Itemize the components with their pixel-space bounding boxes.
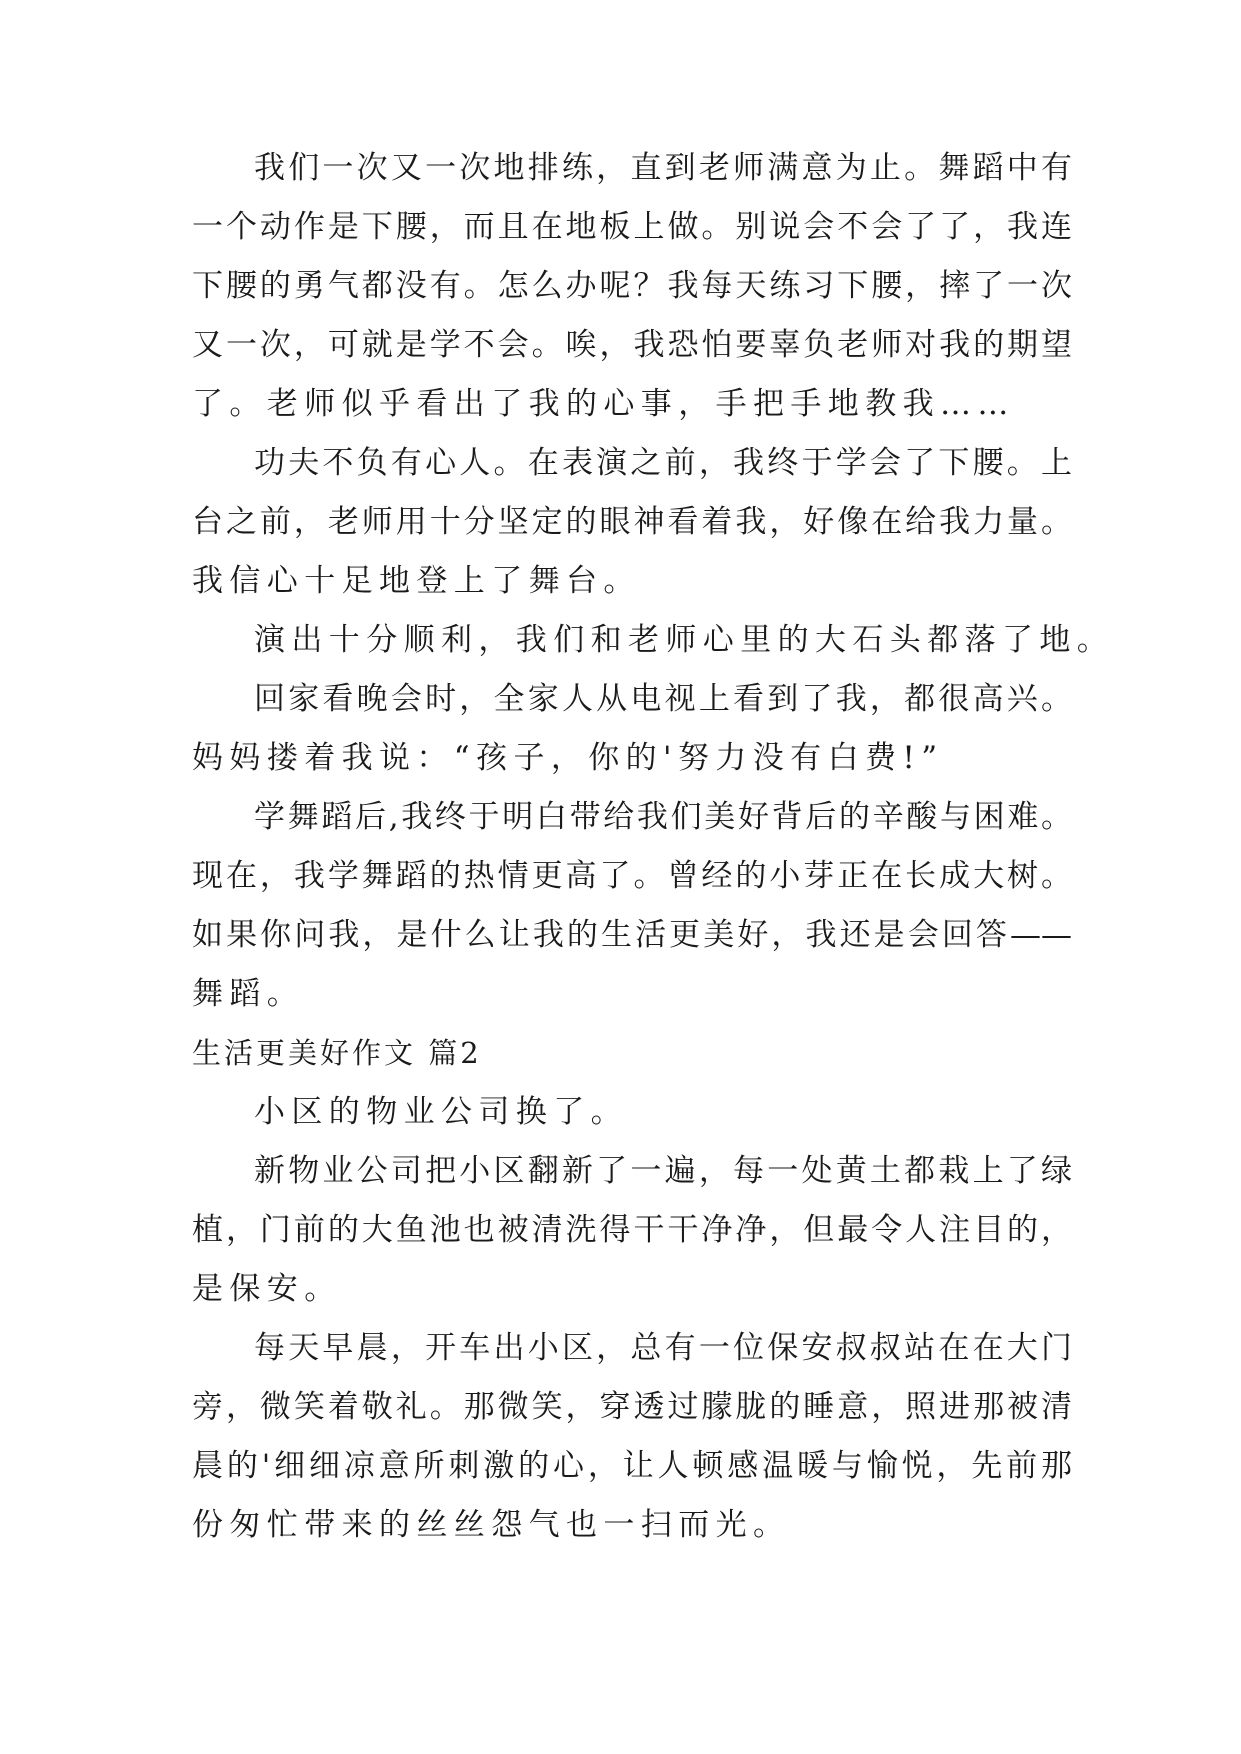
paragraph-line: 妈妈搂着我说：“孩子，你的'努力没有白费!” — [192, 740, 944, 776]
paragraph-line: 舞蹈。 — [192, 976, 305, 1012]
paragraph-line: 每天早晨，开车出小区，总有一位保安叔叔站在在大门 — [254, 1330, 1072, 1366]
paragraph-line: 演出十分顺利，我们和老师心里的大石头都落了地。 — [254, 622, 1115, 658]
paragraph-line: 了。老师似乎看出了我的心事，手把手地教我…… — [192, 386, 1015, 422]
paragraph-line: 一个动作是下腰，而且在地板上做。别说会不会了了，我连 — [192, 209, 1072, 245]
paragraph-line: 回家看晚会时，全家人从电视上看到了我，都很高兴。 — [254, 681, 1072, 717]
paragraph-line: 学舞蹈后,我终于明白带给我们美好背后的辛酸与困难。 — [254, 799, 1072, 835]
paragraph-line: 现在，我学舞蹈的热情更高了。曾经的小芽正在长成大树。 — [192, 858, 1072, 894]
paragraph-line: 份匆忙带来的丝丝怨气也一扫而光。 — [192, 1507, 791, 1543]
paragraph-line: 小区的物业公司换了。 — [254, 1094, 628, 1130]
paragraph-line: 旁，微笑着敬礼。那微笑，穿透过朦胧的睡意，照进那被清 — [192, 1389, 1072, 1425]
paragraph-line: 晨的'细细凉意所刺激的心，让人顿感温暖与愉悦，先前那 — [192, 1448, 1072, 1484]
paragraph-line: 下腰的勇气都没有。怎么办呢？我每天练习下腰，摔了一次 — [192, 268, 1072, 304]
paragraph-line: 又一次，可就是学不会。唉，我恐怕要辜负老师对我的期望 — [192, 327, 1072, 363]
paragraph-line: 台之前，老师用十分坚定的眼神看着我，好像在给我力量。 — [192, 504, 1072, 540]
section-heading: 生活更美好作文 篇2 — [192, 1036, 482, 1070]
paragraph-line: 我们一次又一次地排练，直到老师满意为止。舞蹈中有 — [254, 150, 1072, 186]
paragraph-line: 如果你问我，是什么让我的生活更美好，我还是会回答—— — [192, 917, 1072, 953]
paragraph-line: 新物业公司把小区翻新了一遍，每一处黄土都栽上了绿 — [254, 1153, 1072, 1189]
paragraph-line: 植，门前的大鱼池也被清洗得干干净净，但最令人注目的， — [192, 1212, 1072, 1248]
paragraph-line: 是保安。 — [192, 1271, 342, 1307]
paragraph-line: 我信心十足地登上了舞台。 — [192, 563, 641, 599]
paragraph-line: 功夫不负有心人。在表演之前，我终于学会了下腰。上 — [254, 445, 1072, 481]
